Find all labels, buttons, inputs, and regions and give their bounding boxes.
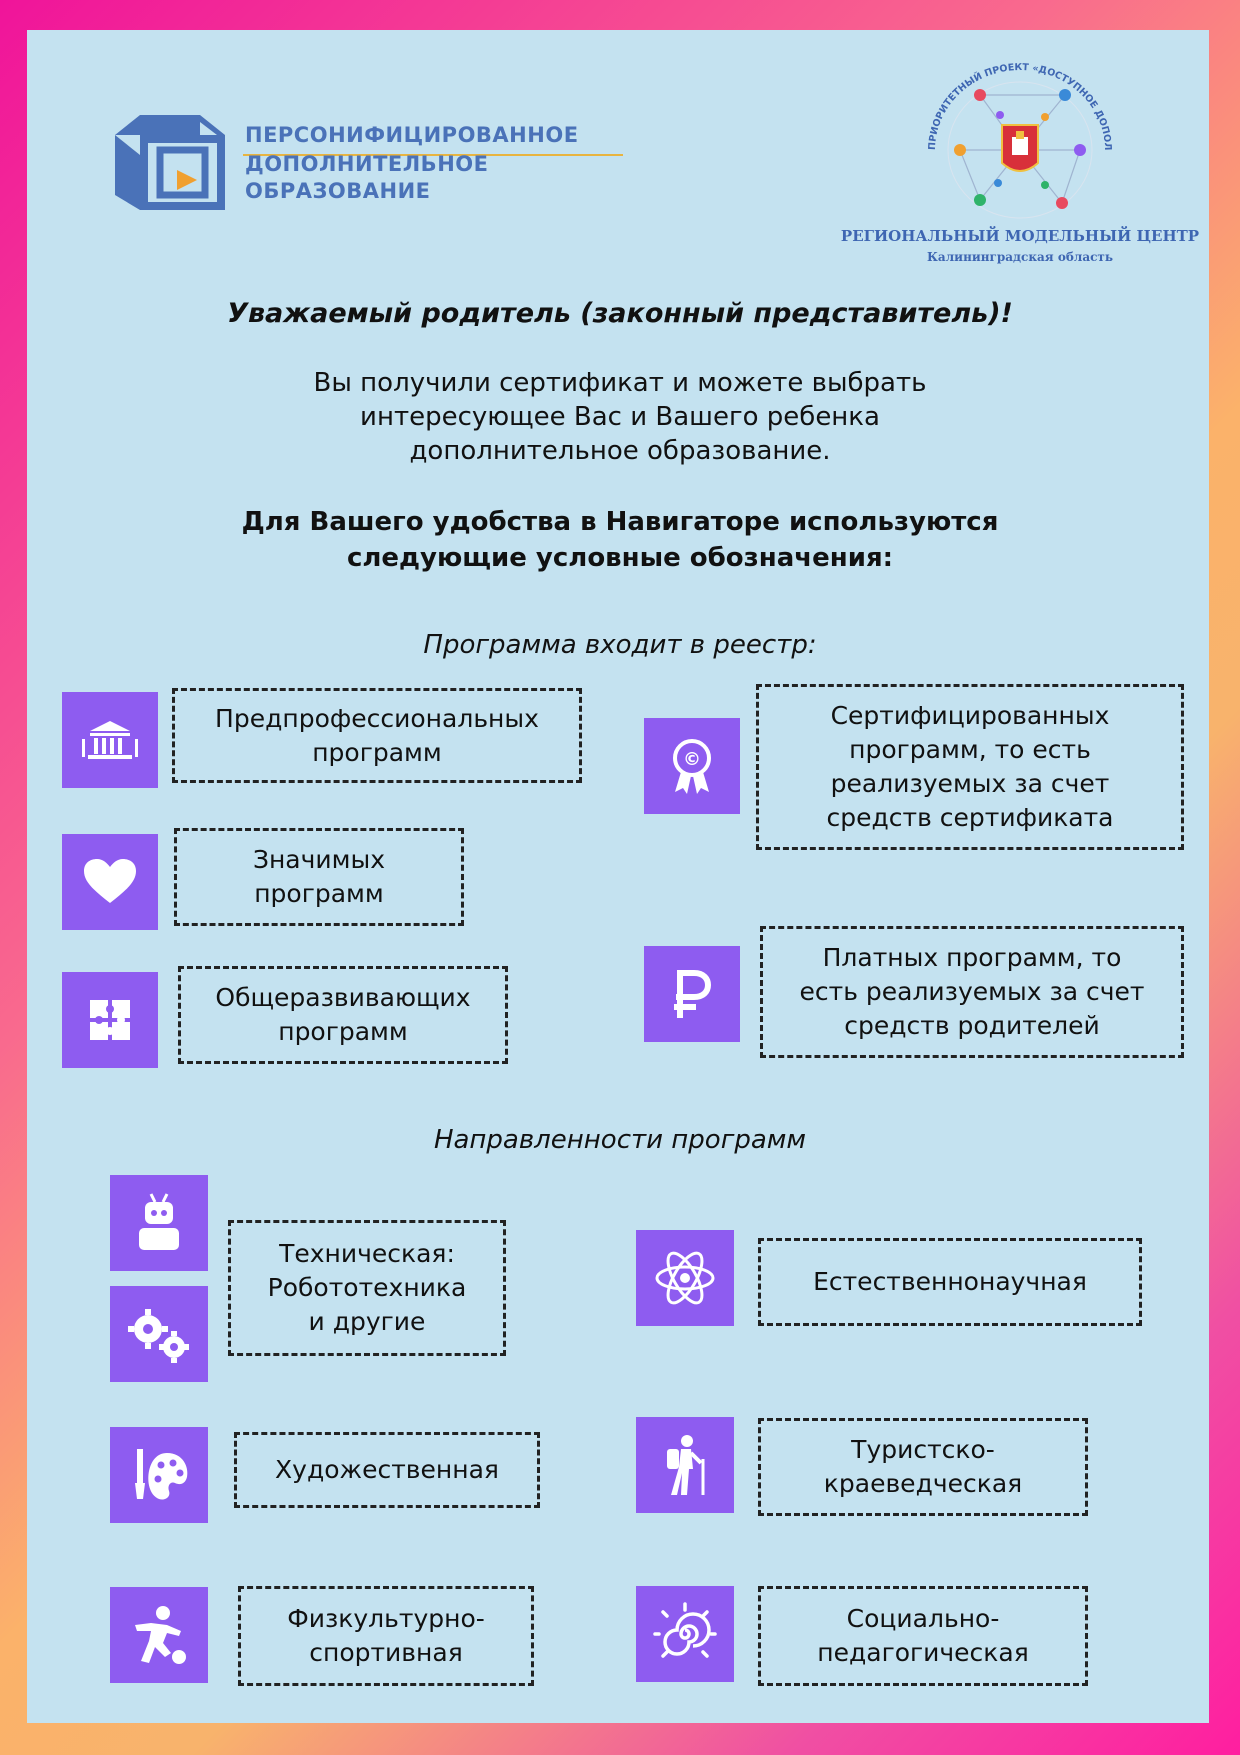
registry-item-line: программ <box>278 1017 408 1046</box>
registry-item-line: есть реализуемых за счет <box>799 977 1145 1006</box>
greeting: Уважаемый родитель (законный представитель)! <box>227 298 1013 329</box>
registry-item-line: реализуемых за счет <box>830 769 1110 798</box>
registry-item-certified <box>756 684 1184 850</box>
certificate-badge-icon <box>644 718 740 814</box>
legend-heading <box>60 504 1180 576</box>
logo-line: ПЕРСОНИФИЦИРОВАННОЕ <box>245 123 579 147</box>
building-icon <box>62 692 158 788</box>
direction-line: Робототехника <box>267 1273 467 1302</box>
direction-social-pedagogical <box>758 1586 1088 1686</box>
direction-line: педагогическая <box>817 1638 1029 1667</box>
ruble-icon <box>644 946 740 1042</box>
puzzle-icon <box>62 972 158 1068</box>
legend-line: следующие условные обозначения: <box>346 543 894 573</box>
registry-item-line: средств родителей <box>844 1011 1100 1040</box>
svg-text:©: © <box>683 749 701 770</box>
regional-center-logo <box>840 55 1200 275</box>
direction-line: Художественная <box>275 1455 499 1484</box>
registry-item-line: Платных программ, то <box>822 943 1122 972</box>
direction-sports <box>238 1586 534 1686</box>
heart-icon <box>62 834 158 930</box>
registry-item-preprofessional <box>172 688 582 783</box>
direction-line: спортивная <box>309 1638 463 1667</box>
registry-title: Программа входит в реестр: <box>423 630 817 660</box>
hiker-icon <box>636 1417 734 1513</box>
palette-icon <box>110 1427 208 1523</box>
ring-text: ПРИОРИТЕТНЫЙ ПРОЕКТ «ДОСТУПНОЕ ДОПОЛ <box>926 61 1114 151</box>
registry-item-paid <box>760 926 1184 1058</box>
logo-line: ОБРАЗОВАНИЕ <box>245 179 431 203</box>
intro-text <box>60 366 1180 468</box>
registry-item-line: Общеразвивающих <box>215 983 471 1012</box>
intro-line: дополнительное образование. <box>409 436 831 466</box>
pdo-logo <box>105 110 625 230</box>
robot-icon <box>110 1175 208 1271</box>
regional-center-subtitle: Калининградская область <box>927 250 1113 264</box>
registry-item-line: программ <box>312 737 442 767</box>
legend-line: Для Вашего удобства в Навигаторе используются <box>241 507 999 537</box>
registry-item-line: средств сертификата <box>826 803 1114 832</box>
registry-item-significant <box>174 828 464 926</box>
registry-item-line: Значимых <box>252 845 386 874</box>
direction-line: и другие <box>308 1307 426 1336</box>
directions-title: Направленности программ <box>433 1125 807 1155</box>
direction-line: краеведческая <box>823 1469 1023 1498</box>
gears-icon <box>110 1286 208 1382</box>
direction-line: Техническая: <box>279 1239 455 1268</box>
direction-line: Туристско- <box>851 1435 995 1464</box>
direction-line: Естественнонаучная <box>813 1267 1087 1296</box>
football-player-icon <box>110 1587 208 1683</box>
intro-line: Вы получили сертификат и можете выбрать <box>313 368 927 398</box>
regional-center-title: РЕГИОНАЛЬНЫЙ МОДЕЛЬНЫЙ ЦЕНТР <box>840 227 1200 245</box>
direction-tourism <box>758 1418 1088 1516</box>
direction-line: Социально- <box>846 1604 1000 1633</box>
direction-technical <box>228 1220 506 1356</box>
regional-center-emblem <box>840 55 1200 225</box>
intro-line: интересующее Вас и Вашего ребенка <box>360 402 880 432</box>
registry-item-general <box>178 966 508 1064</box>
atom-icon <box>636 1230 734 1326</box>
direction-natural-science <box>758 1238 1142 1326</box>
registry-item-line: Сертифицированных <box>830 701 1110 730</box>
direction-artistic <box>234 1432 540 1508</box>
registry-item-line: программ <box>254 879 384 908</box>
logo-line: ДОПОЛНИТЕЛЬНОЕ <box>245 152 489 176</box>
registry-item-line: Предпрофессиональных <box>215 703 539 733</box>
sun-spiral-icon <box>636 1586 734 1682</box>
direction-line: Физкультурно- <box>287 1604 485 1633</box>
registry-item-line: программ, то есть <box>849 735 1091 764</box>
logo-text <box>245 122 635 205</box>
pdo-logo-cube-icon <box>105 110 235 220</box>
